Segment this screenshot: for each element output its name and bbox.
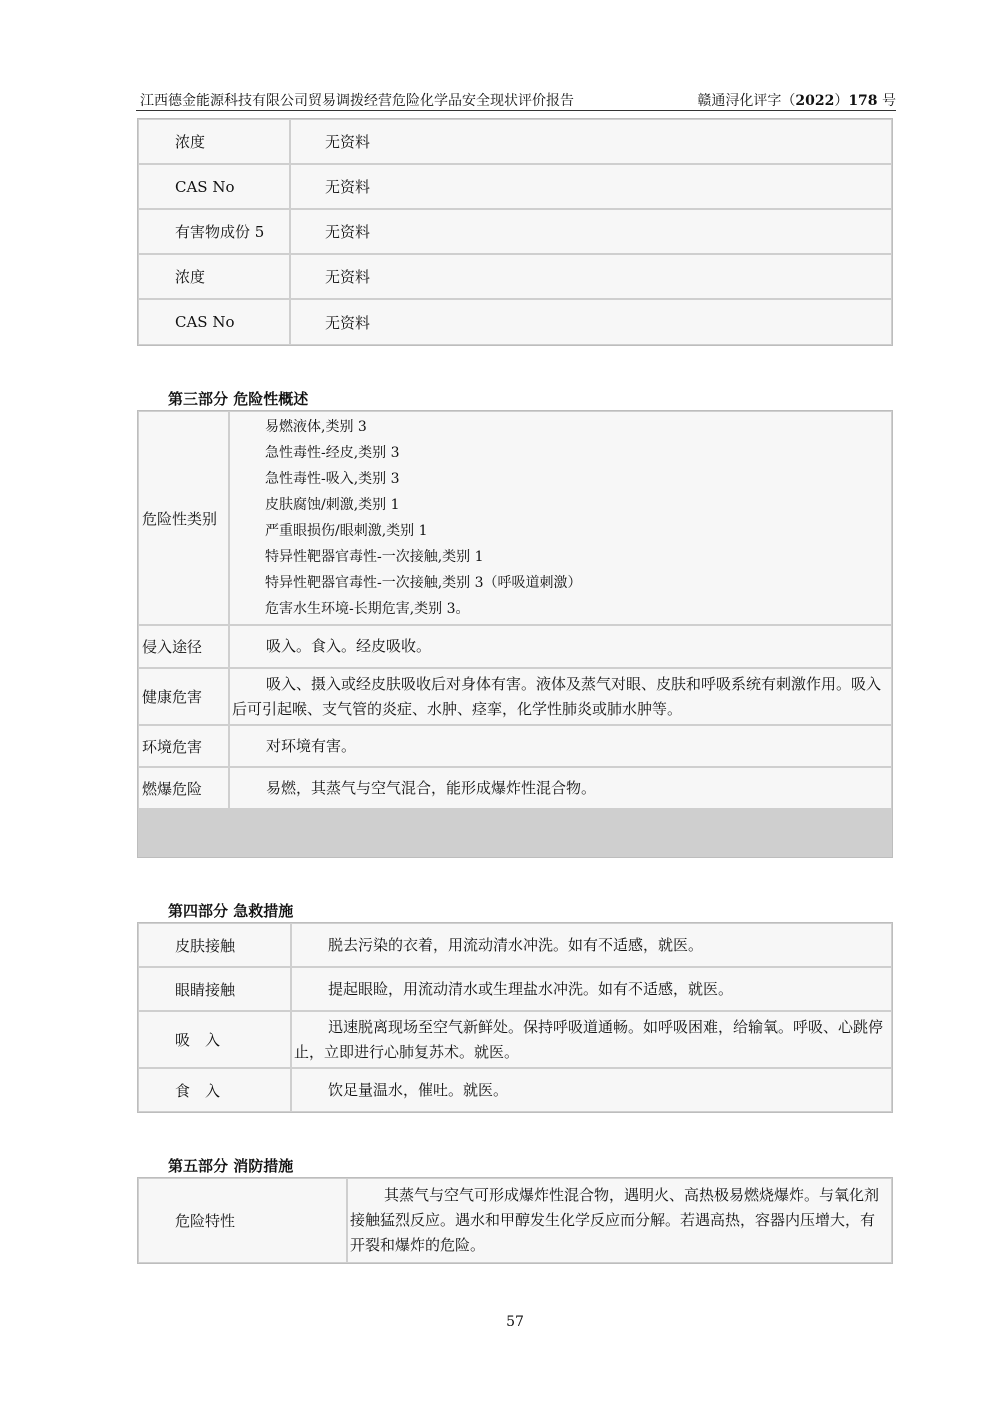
row-value: 提起眼睑，用流动清水或生理盐水冲洗。如有不适感，就医。 <box>291 967 892 1011</box>
row-label: 健康危害 <box>138 668 229 725</box>
table-row <box>138 668 892 725</box>
section-title-5: 第五部分 消防措施 <box>168 1157 294 1175</box>
row-value: 吸入、摄入或经皮肤吸收后对身体有害。液体及蒸气对眼、皮肤和呼吸系统有刺激作用。吸入后可引起喉、支气管的炎症、水肿、痉挛，化学性肺炎或肺水肿等。 <box>229 668 892 725</box>
row-value: 无资料 <box>290 254 892 299</box>
table-row <box>138 254 892 299</box>
table-row <box>138 767 892 809</box>
empty-cell <box>138 809 229 857</box>
row-label: 浓度 <box>138 119 290 164</box>
table-row <box>138 209 892 254</box>
row-label: CAS No <box>138 299 290 345</box>
row-value: 其蒸气与空气可形成爆炸性混合物，遇明火、高热极易燃烧爆炸。与氧化剂接触猛烈反应。遇水和甲醇发生化学反应而分解。若遇高热，容器内压增大，有开裂和爆炸的危险。 <box>347 1178 892 1263</box>
header-title: 江西德金能源科技有限公司贸易调拨经营危险化学品安全现状评价报告 <box>140 93 574 109</box>
header-rule <box>136 110 896 111</box>
row-label: 吸 入 <box>138 1011 291 1068</box>
row-label: 食 入 <box>138 1068 291 1112</box>
row-value: 饮足量温水，催吐。就医。 <box>291 1068 892 1112</box>
table-row <box>138 164 892 209</box>
row-value: 易燃，其蒸气与空气混合，能形成爆炸性混合物。 <box>229 767 892 809</box>
row-label: 眼睛接触 <box>138 967 291 1011</box>
row-label: 有害物成份 5 <box>138 209 290 254</box>
table-row <box>138 725 892 767</box>
table-row <box>138 923 892 967</box>
list-item: 危害水生环境-长期危害,类别 3。 <box>265 601 470 617</box>
table-row <box>138 1178 892 1263</box>
composition-table <box>137 118 893 346</box>
row-value: 无资料 <box>290 119 892 164</box>
row-value: 吸入。食入。经皮吸收。 <box>229 625 892 668</box>
list-item: 皮肤腐蚀/刺激,类别 1 <box>265 497 400 513</box>
report-number: 赣通浔化评字（2022）178 号 <box>697 93 896 109</box>
empty-cell <box>229 809 892 857</box>
fire-fighting-table <box>137 1177 893 1264</box>
table-row <box>138 1068 892 1112</box>
section-title-4: 第四部分 急救措施 <box>168 902 294 920</box>
list-item: 急性毒性-经皮,类别 3 <box>265 445 400 461</box>
hazard-class-list <box>229 411 892 625</box>
row-label: 危险性类别 <box>138 411 229 625</box>
row-value: 脱去污染的衣着，用流动清水冲洗。如有不适感，就医。 <box>291 923 892 967</box>
list-item: 特异性靶器官毒性-一次接触,类别 3（呼吸道刺激） <box>265 575 582 591</box>
list-item: 特异性靶器官毒性-一次接触,类别 1 <box>265 549 484 565</box>
row-label: 环境危害 <box>138 725 229 767</box>
row-value: 无资料 <box>290 299 892 345</box>
section-title-3: 第三部分 危险性概述 <box>168 390 309 408</box>
first-aid-table <box>137 922 893 1113</box>
row-label: CAS No <box>138 164 290 209</box>
table-row <box>138 299 892 345</box>
row-label: 燃爆危险 <box>138 767 229 809</box>
table-row <box>138 967 892 1011</box>
row-label: 皮肤接触 <box>138 923 291 967</box>
list-item: 急性毒性-吸入,类别 3 <box>265 471 400 487</box>
row-value: 无资料 <box>290 209 892 254</box>
row-value: 迅速脱离现场至空气新鲜处。保持呼吸道通畅。如呼吸困难，给输氧。呼吸、心跳停止，立即进行心肺复苏术。就医。 <box>291 1011 892 1068</box>
row-label: 浓度 <box>138 254 290 299</box>
list-item: 易燃液体,类别 3 <box>265 419 367 435</box>
row-label: 侵入途径 <box>138 625 229 668</box>
empty-row <box>138 809 892 857</box>
row-value: 对环境有害。 <box>229 725 892 767</box>
table-row <box>138 625 892 668</box>
hazard-overview-table <box>137 410 893 858</box>
row-label: 危险特性 <box>138 1178 347 1263</box>
table-row <box>138 119 892 164</box>
page-number: 57 <box>506 1314 524 1330</box>
table-row <box>138 1011 892 1068</box>
list-item: 严重眼损伤/眼刺激,类别 1 <box>265 523 428 539</box>
row-value: 无资料 <box>290 164 892 209</box>
table-row <box>138 411 892 625</box>
